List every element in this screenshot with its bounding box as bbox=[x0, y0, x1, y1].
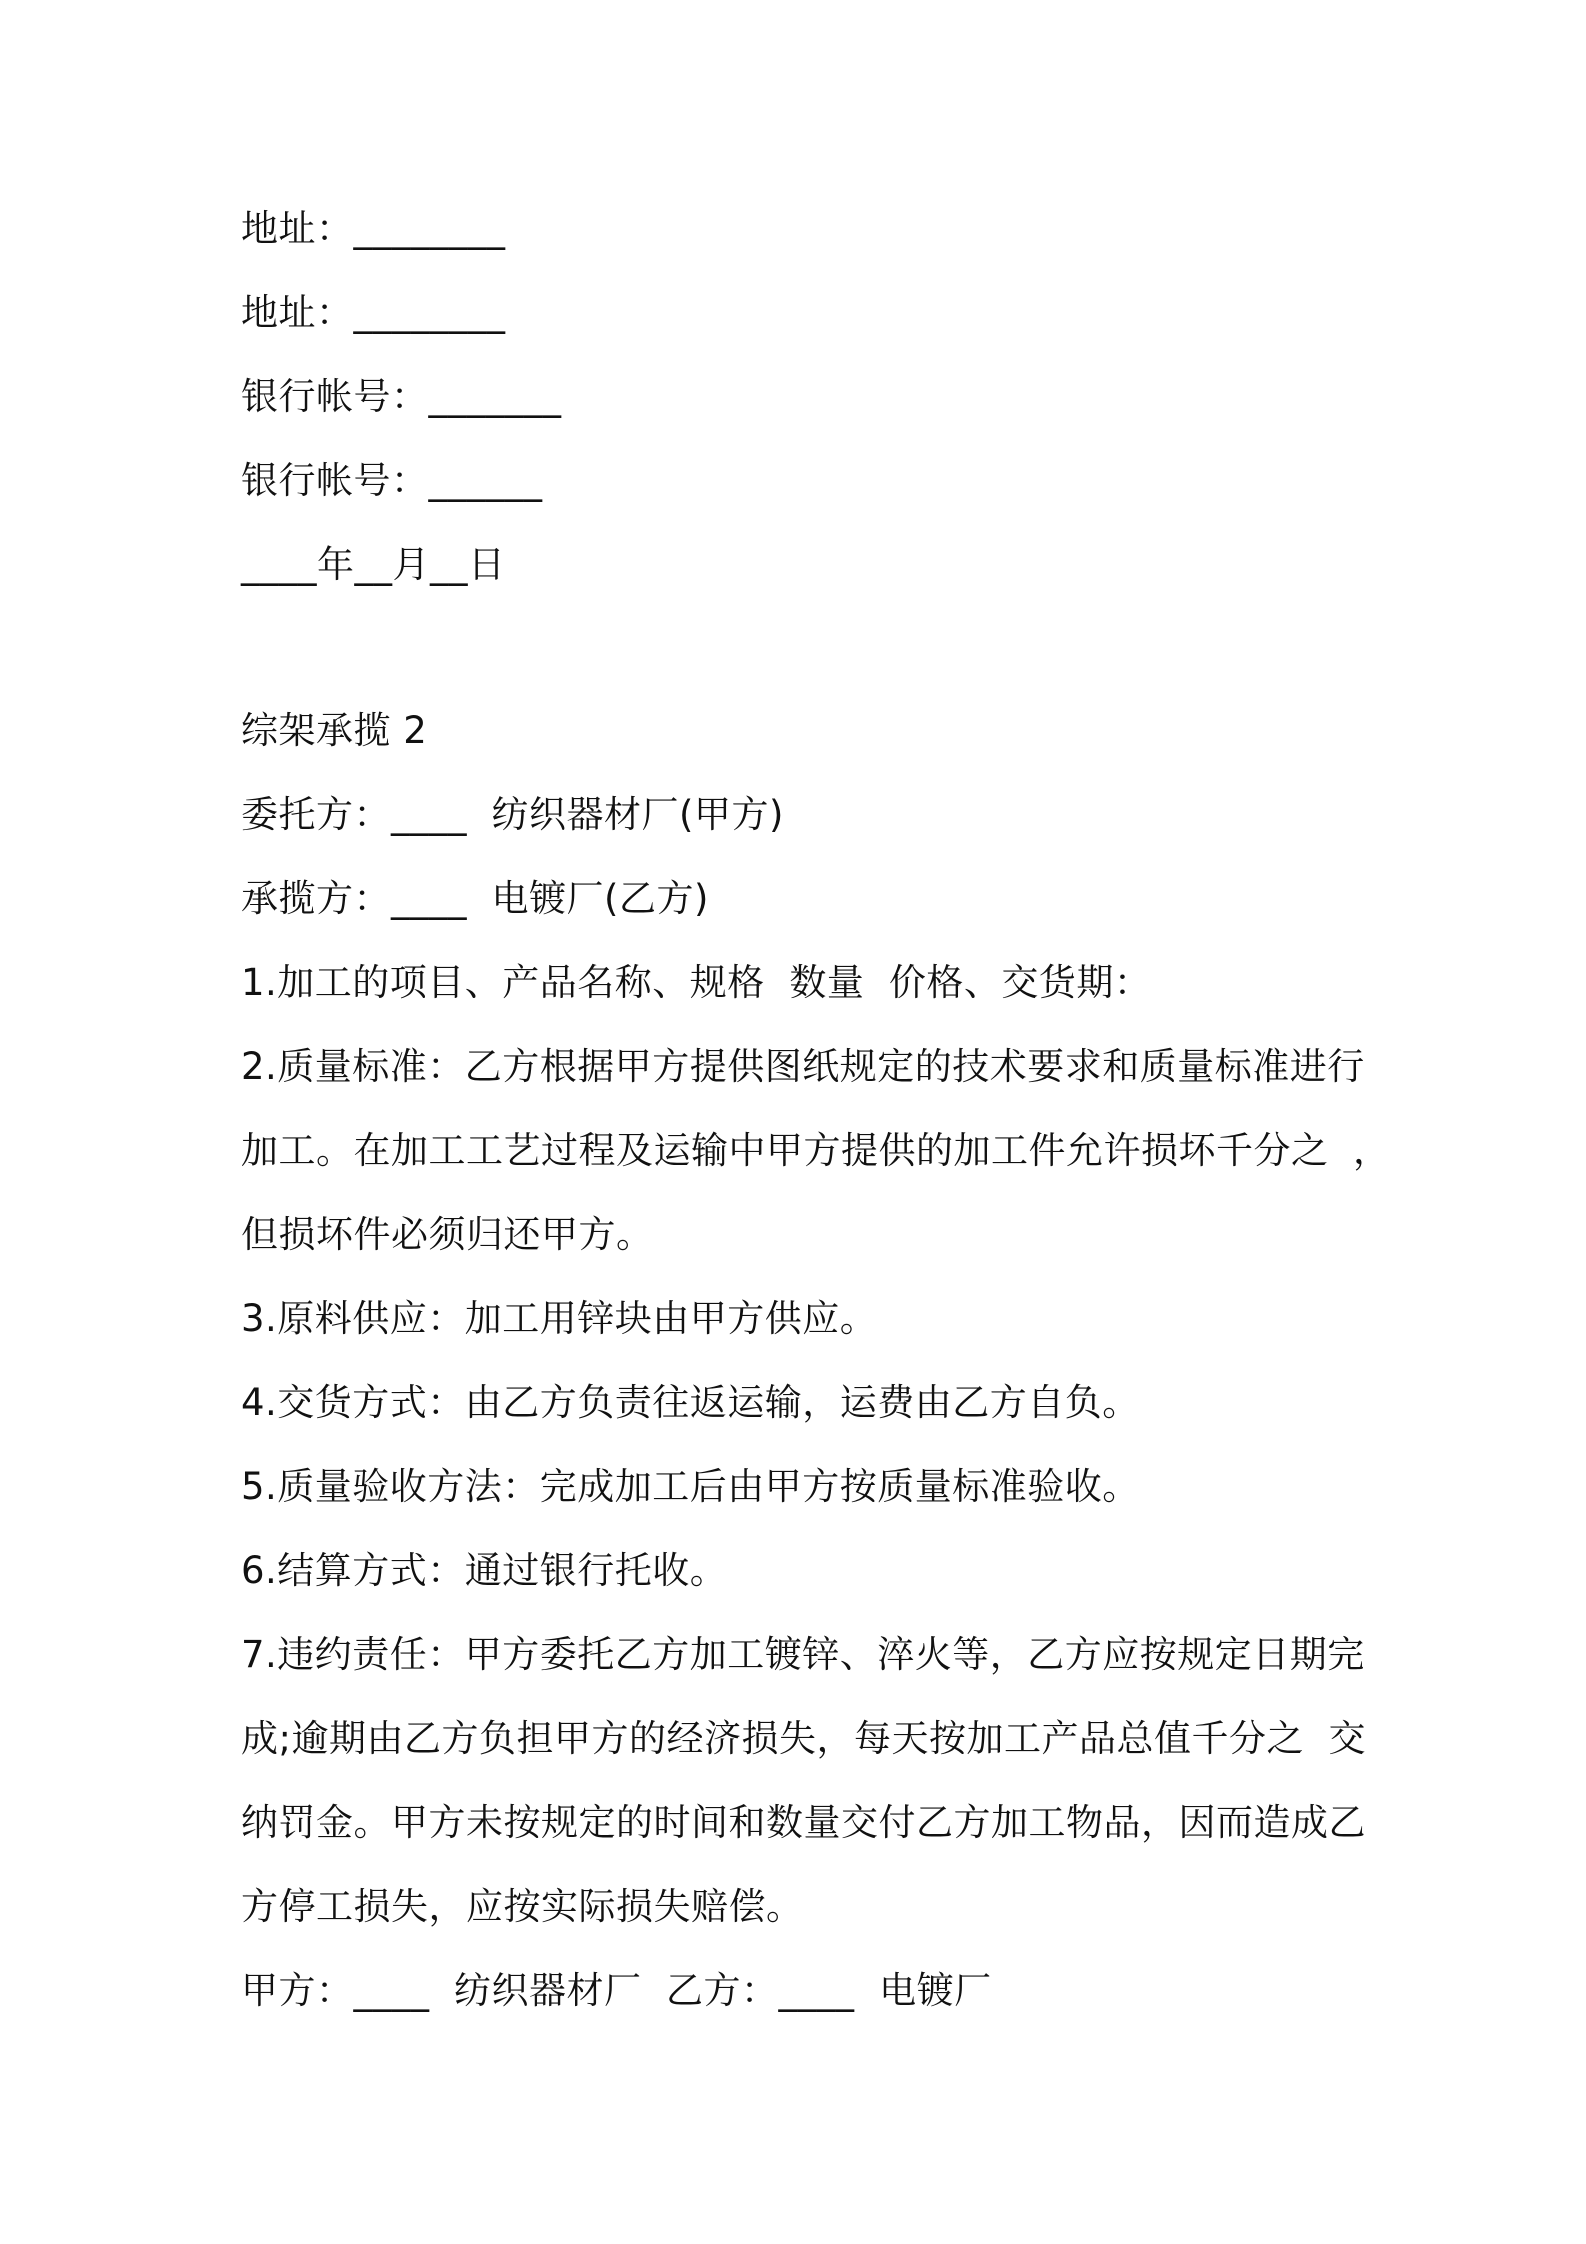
signature-line: 甲方：____ 纺织器材厂 乙方：____ 电镀厂 bbox=[241, 1969, 992, 2012]
clause-2-line-1: 2.质量标准：乙方根据甲方提供图纸规定的技术要求和质量标准进行 bbox=[241, 1045, 1365, 1088]
clause-7-line-3: 纳罚金。甲方未按规定的时间和数量交付乙方加工物品，因而造成乙 bbox=[241, 1801, 1366, 1844]
clause-7-line-2: 成;逾期由乙方负担甲方的经济损失，每天按加工产品总值千分之 交 bbox=[241, 1717, 1366, 1760]
contractor-line: 承揽方：____ 电镀厂(乙方) bbox=[241, 877, 709, 920]
clause-3: 3.原料供应：加工用锌块由甲方供应。 bbox=[241, 1297, 878, 1340]
clause-2-line-3: 但损坏件必须归还甲方。 bbox=[241, 1213, 654, 1256]
section-title: 综架承揽 2 bbox=[241, 709, 428, 752]
bank-account-line-2: 银行帐号：______ bbox=[241, 459, 543, 502]
address-line-2: 地址：________ bbox=[241, 291, 506, 334]
bank-account-line-1: 银行帐号：_______ bbox=[241, 375, 562, 418]
client-line: 委托方：____ 纺织器材厂(甲方) bbox=[241, 793, 784, 836]
clause-7-line-4: 方停工损失，应按实际损失赔偿。 bbox=[241, 1885, 804, 1928]
clause-1: 1.加工的项目、产品名称、规格 数量 价格、交货期： bbox=[241, 961, 1152, 1004]
clause-6: 6.结算方式：通过银行托收。 bbox=[241, 1549, 728, 1592]
clause-2-line-2: 加工。在加工工艺过程及运输中甲方提供的加工件允许损坏千分之 ， bbox=[241, 1129, 1391, 1172]
clause-5: 5.质量验收方法：完成加工后由甲方按质量标准验收。 bbox=[241, 1465, 1140, 1508]
date-line: ____年__月__日 bbox=[241, 543, 506, 586]
address-line-1: 地址：________ bbox=[241, 207, 506, 250]
clause-4: 4.交货方式：由乙方负责往返运输，运费由乙方自负。 bbox=[241, 1381, 1140, 1424]
clause-7-line-1: 7.违约责任：甲方委托乙方加工镀锌、淬火等，乙方应按规定日期完 bbox=[241, 1633, 1365, 1676]
